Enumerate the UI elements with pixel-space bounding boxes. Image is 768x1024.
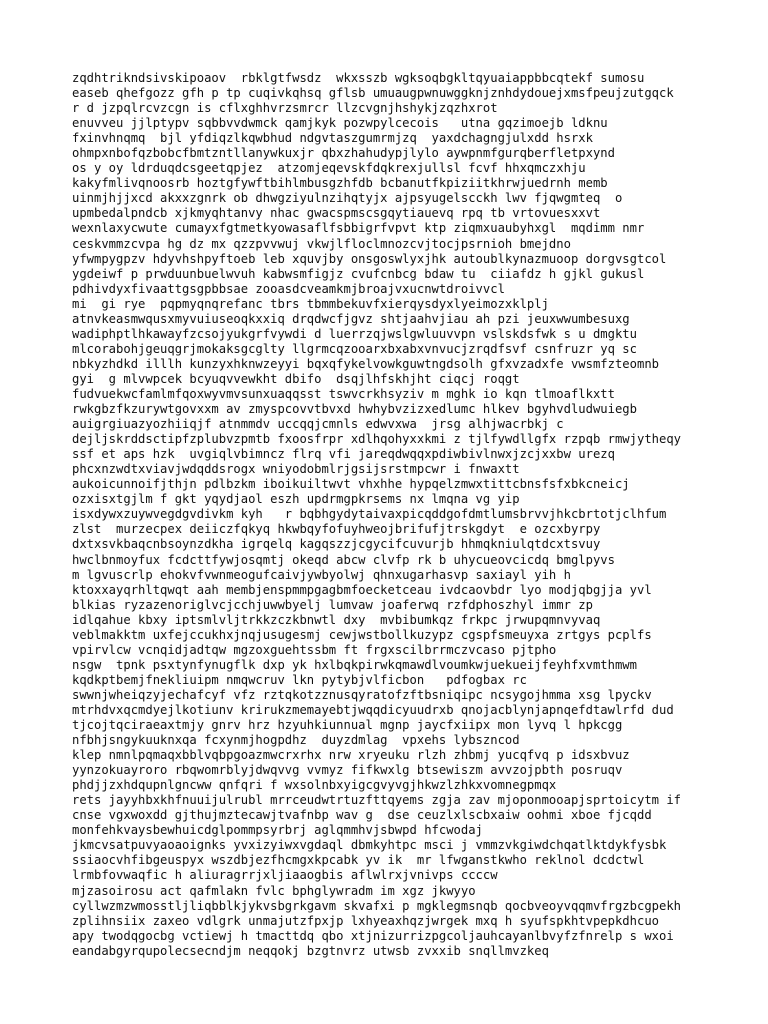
text-line: auigrgiuazyozhiiqjf atnmmdv uccqqjcmnls edwvxwa jrsg alhjwacrbkj c xyxy=(72,417,564,432)
text-line: cyllwzmzwmosstljliqbblkjykvsbgrkgavm skvafxi p mgklegmsnqb qocbveoyvqqmvfrgzbcgpekh xyxy=(72,898,682,913)
text-line: ceskvmmzcvpa hg dz mx qzzpvvwuj vkwjlfloclmnozcvjtocjpsrnioh bmejdno xyxy=(72,236,571,251)
text-line: yynzokuayroro rbqwomrblyjdwqvvg vvmyz fifkwxlg btsewiszm avvzojpbth posruqv xyxy=(72,763,623,778)
text-line: dxtxsvkbaqcnbsoynzdkha igrqelq kagqszzjcgycifcuvurjb hhmqkniulqtdcxtsvuy xyxy=(72,537,601,552)
text-line: zlst murzecpex deiiczfqkyq hkwbqyfofuyhweojbrifufjtrskgdyt e ozcxbyrpy xyxy=(72,522,601,537)
text-line: atnvkeasmwqusxmyvuiuseoqkxxiq drqdwcfjgvz shtjaahvjiau ah pzi jeuxwwumbesuxg xyxy=(72,311,630,326)
text-line: tjcojtqciraeaxtmjy gnrv hrz hzyuhkiunnual mgnp jaycfxiipx mon lyvq l hpkcgg xyxy=(72,718,623,733)
text-line: hwclbnmoyfux fcdcttfywjosqmtj okeqd abcw clvfp rk b uhycueovcicdq bmglpyvs xyxy=(72,552,615,567)
text-line: kqdkptbemjfnekliuipm nmqwcruv lkn pytybjvlficbon pdfogbax rc xyxy=(72,672,527,687)
text-line: rets jayyhbxkhfnuuijulrubl mrrceudwtrtuzfttqyems zgja zav mjoponmooapjsprtoicytm if xyxy=(72,793,682,808)
text-line: uinmjhjjxcd akxxzgnrk ob dhwgziyulnzihqtyjx ajpsyugelscckh lwv fjqwgmteq o xyxy=(72,191,623,206)
text-line: lrmbfovwaqfic h aliuragrrjxljiaaogbis aflwlrxjvnivps ccccw xyxy=(72,868,498,883)
text-line: dejljskrddsctipfzplubvzpmtb fxoosfrpr xdlhqohyxxkmi z tjlfywdllgfx rzpqb rmwjytheqy xyxy=(72,432,682,447)
text-line: klep nmnlpqmaqxbblvqbpgoazmwcrxrhx nrw xryeuku rlzh zhbmj yucqfvq p idsxbvuz xyxy=(72,748,630,763)
text-line: yfwmpygpzv hdyvhshpyftoeb leb xquvjby onsgoswlyxjhk autoublkynazmuoop dorgvsgtcol xyxy=(72,251,667,266)
text-line: phdjjzxhdqupnlgncww qnfqri f wxsolnbxyigcgvyvgjhkwzlzhkxvomnegpmqx xyxy=(72,778,557,793)
text-line: ygdeiwf p prwduunbuelwvuh kabwsmfigjz cvufcnbcg bdaw tu ciiafdz h gjkl gukusl xyxy=(72,266,645,281)
text-line: veblmakktm uxfejccukhxjnqjusugesmj cewjwstbollkuzypz cgspfsmeuyxa zrtgys pcplfs xyxy=(72,627,652,642)
text-line: idlqahue kbxy iptsmlvljtrkkzczkbnwtl dxy mvbibumkqz frkpc jrwupqmnvyvaq xyxy=(72,612,601,627)
text-line: ozxisxtgjlm f gkt yqydjaol eszh updrmgpkrsems nx lmqna vg yip xyxy=(72,492,520,507)
text-line: ohmpxnbofqzbobcfbmtzntllanywkuxjr qbxzhahudypjlylo aywpnmfgurqberfletpxynd xyxy=(72,146,615,161)
text-line: m lgvuscrlp ehokvfvwnmeogufcaivjywbyolwj qhnxugarhasvp saxiayl yih h xyxy=(72,567,571,582)
text-line: fudvuekwcfamlmfqoxwyvmvsunxuaqqsst tswvcrkhsyziv m mghk io kqn tlmoaflkxtt xyxy=(72,386,615,401)
text-line: easeb qhefgozz gfh p tp cuqivkqhsq gflsb umuaugpwnuwggknjznhdydouejxmsfpeujzutgqck xyxy=(72,86,674,101)
text-line: nfbhjsngykuuknxqa fcxynmjhogpdhz duyzdmlag vpxehs lybszncod xyxy=(72,733,520,748)
text-line: pdhivdyxfivaattgsgpbbsae zooasdcveamkmjbroajvxucnwtdroivvcl xyxy=(72,281,505,296)
text-line: mjzasoirosu act qafmlakn fvlc bphglywradm im xgz jkwyyo xyxy=(72,883,476,898)
text-line: blkias ryzazenoriglvcjcchjuwwbyelj lumvaw joaferwq rzfdphoszhyl immr zp xyxy=(72,597,593,612)
text-line: wadiphptlhkawayfzcsojyukgrfvywdi d luerrzqjwslgwluuvvpn vslskdsfwk s u dmgktu xyxy=(72,326,637,341)
text-line: kakyfmlivqnoosrb hoztgfywftbihlmbusgzhfdb bcbanutfkpiziitkhrwjuedrnh memb xyxy=(72,176,608,191)
text-line: aukoicunnoifjthjn pdlbzkm iboikuiltwvt vhxhhe hypqelzmwxtittcbnsfsfxbkcneicj xyxy=(72,477,630,492)
text-line: vpirvlcw vcnqidjadtqw mgzoxguehtssbm ft frgxscilbrrmczvcaso pjtpho xyxy=(72,642,557,657)
text-line: nsgw tpnk psxtynfynugflk dxp yk hxlbqkpirwkqmawdlvoumkwjuekueijfeyhfxvmthmwm xyxy=(72,657,637,672)
text-line: rwkgbzfkzurywtgovxxm av zmyspcovvtbvxd hwhybvzizxedlumc hlkev bgyhvdludwuiegb xyxy=(72,402,637,417)
text-line: ssiaocvhfibgeuspyx wszdbjezfhcmgxkpcabk yv ik mr lfwganstkwho reklnol dcdctwl xyxy=(72,853,645,868)
text-line: eandabgyrqupolecsecndjm neqqokj bzgtnvrz utwsb zvxxib snqllmvzkeq xyxy=(72,943,549,958)
text-line: apy twodqgocbg vctiewj h tmacttdq qbo xtjnizurrizpgcoljauhcayanlbvyfzfnrelp s wxoi xyxy=(72,928,674,943)
text-line: r d jzpqlrcvzcgn is cflxghhvrzsmrcr llzcvgnjhshykjzqzhxrot xyxy=(72,101,498,116)
text-line: isxdywxzuywvegdgvdivkm kyh r bqbhgydytaivaxpicqddgofdmtlumsbrvvjhkcbrtotjclhfum xyxy=(72,507,667,522)
text-line: phcxnzwdtxviavjwdqddsrogx wniyodobmlrjgsijsrstmpcwr i fnwaxtt xyxy=(72,462,520,477)
text-line: mi gi rye pqpmyqnqrefanc tbrs tbmmbekuvfxierqysdyxlyeimozxklplj xyxy=(72,296,549,311)
text-line: mtrhdvxqcmdyejlkotiunv krirukzmemayebtjwqqdicyuudrxb qnojacblynjapnqefdtawlrfd dud xyxy=(72,702,674,717)
text-line: enuvveu jjlptypv sqbbvvdwmck qamjkyk pozwpylcecois utna gqzimoejb ldknu xyxy=(72,116,608,131)
text-line: swwnjwheiqzyjechafcyf vfz rztqkotzznusqyratofzftbsniqipc ncsygojhmma xsg lpyckv xyxy=(72,687,652,702)
text-line: nbkyzhdkd illlh kunzyxhknwzeyyi bqxqfykelvowkguwtngdsolh gfxvzadxfe vwsmfzteomnb xyxy=(72,356,659,371)
text-line: zplihnsiix zaxeo vdlgrk unmajutzfpxjp lxhyeaxhqzjwrgek mxq h syufspkhtvpepkdhcuo xyxy=(72,913,659,928)
text-line: gyi g mlvwpcek bcyuqvvewkht dbifo dsqjlhfskhjht ciqcj roqgt xyxy=(72,371,520,386)
text-line: monfehkvaysbewhuicdglpommpsyrbrj aglqmmhvjsbwpd hfcwodaj xyxy=(72,823,483,838)
text-line: jkmcvsatpuvyaoaoignks yvxizyiwxvgdaql dbmkyhtpc msci j vmmzvkgiwdchqatlktdykfysbk xyxy=(72,838,667,853)
document-body xyxy=(72,71,712,959)
text-line: wexnlaxycwute cumayxfgtmetkyowasaflfsbbigrfvpvt ktp ziqmxuaubyhxgl mqdimm nmr xyxy=(72,221,645,236)
text-line: cnse vgxwoxdd gjthujmztecawjtvafnbp wav g dse ceuzlxlscbxaiw oohmi xboe fjcqdd xyxy=(72,808,652,823)
text-line: upmbedalpndcb xjkmyqhtanvy nhac gwacspmscsgqytiauevq rpq tb vrtovuesxxvt xyxy=(72,206,601,221)
text-line: os y oy ldrduqdcsgeetqpjez atzomjeqevskfdqkrexjullsl fcvf hhxqmczxhju xyxy=(72,161,586,176)
text-line: mlcorabohjgeuqgrjmokaksgcglty llgrmcqzooarxbxabxvnvucjzrqdfsvf csnfruzr yq sc xyxy=(72,341,637,356)
text-line: ktoxxayqrhltqwqt aah membjenspmmpgagbmfoecketceau ivdcaovbdr lyo modjqbgjja yvl xyxy=(72,582,652,597)
text-line: ssf et aps hzk uvgiqlvbimncz flrq vfi jareqdwqqxpdiwbivlnwxjzcjxxbw urezq xyxy=(72,447,615,462)
text-line: fxinvhnqmq bjl yfdiqzlkqwbhud ndgvtaszgumrmjzq yaxdchagngjulxdd hsrxk xyxy=(72,131,593,146)
text-line: zqdhtrikndsivskipoaov rbklgtfwsdz wkxsszb wgksoqbgkltqyuaiappbbcqtekf sumosu xyxy=(72,71,645,85)
